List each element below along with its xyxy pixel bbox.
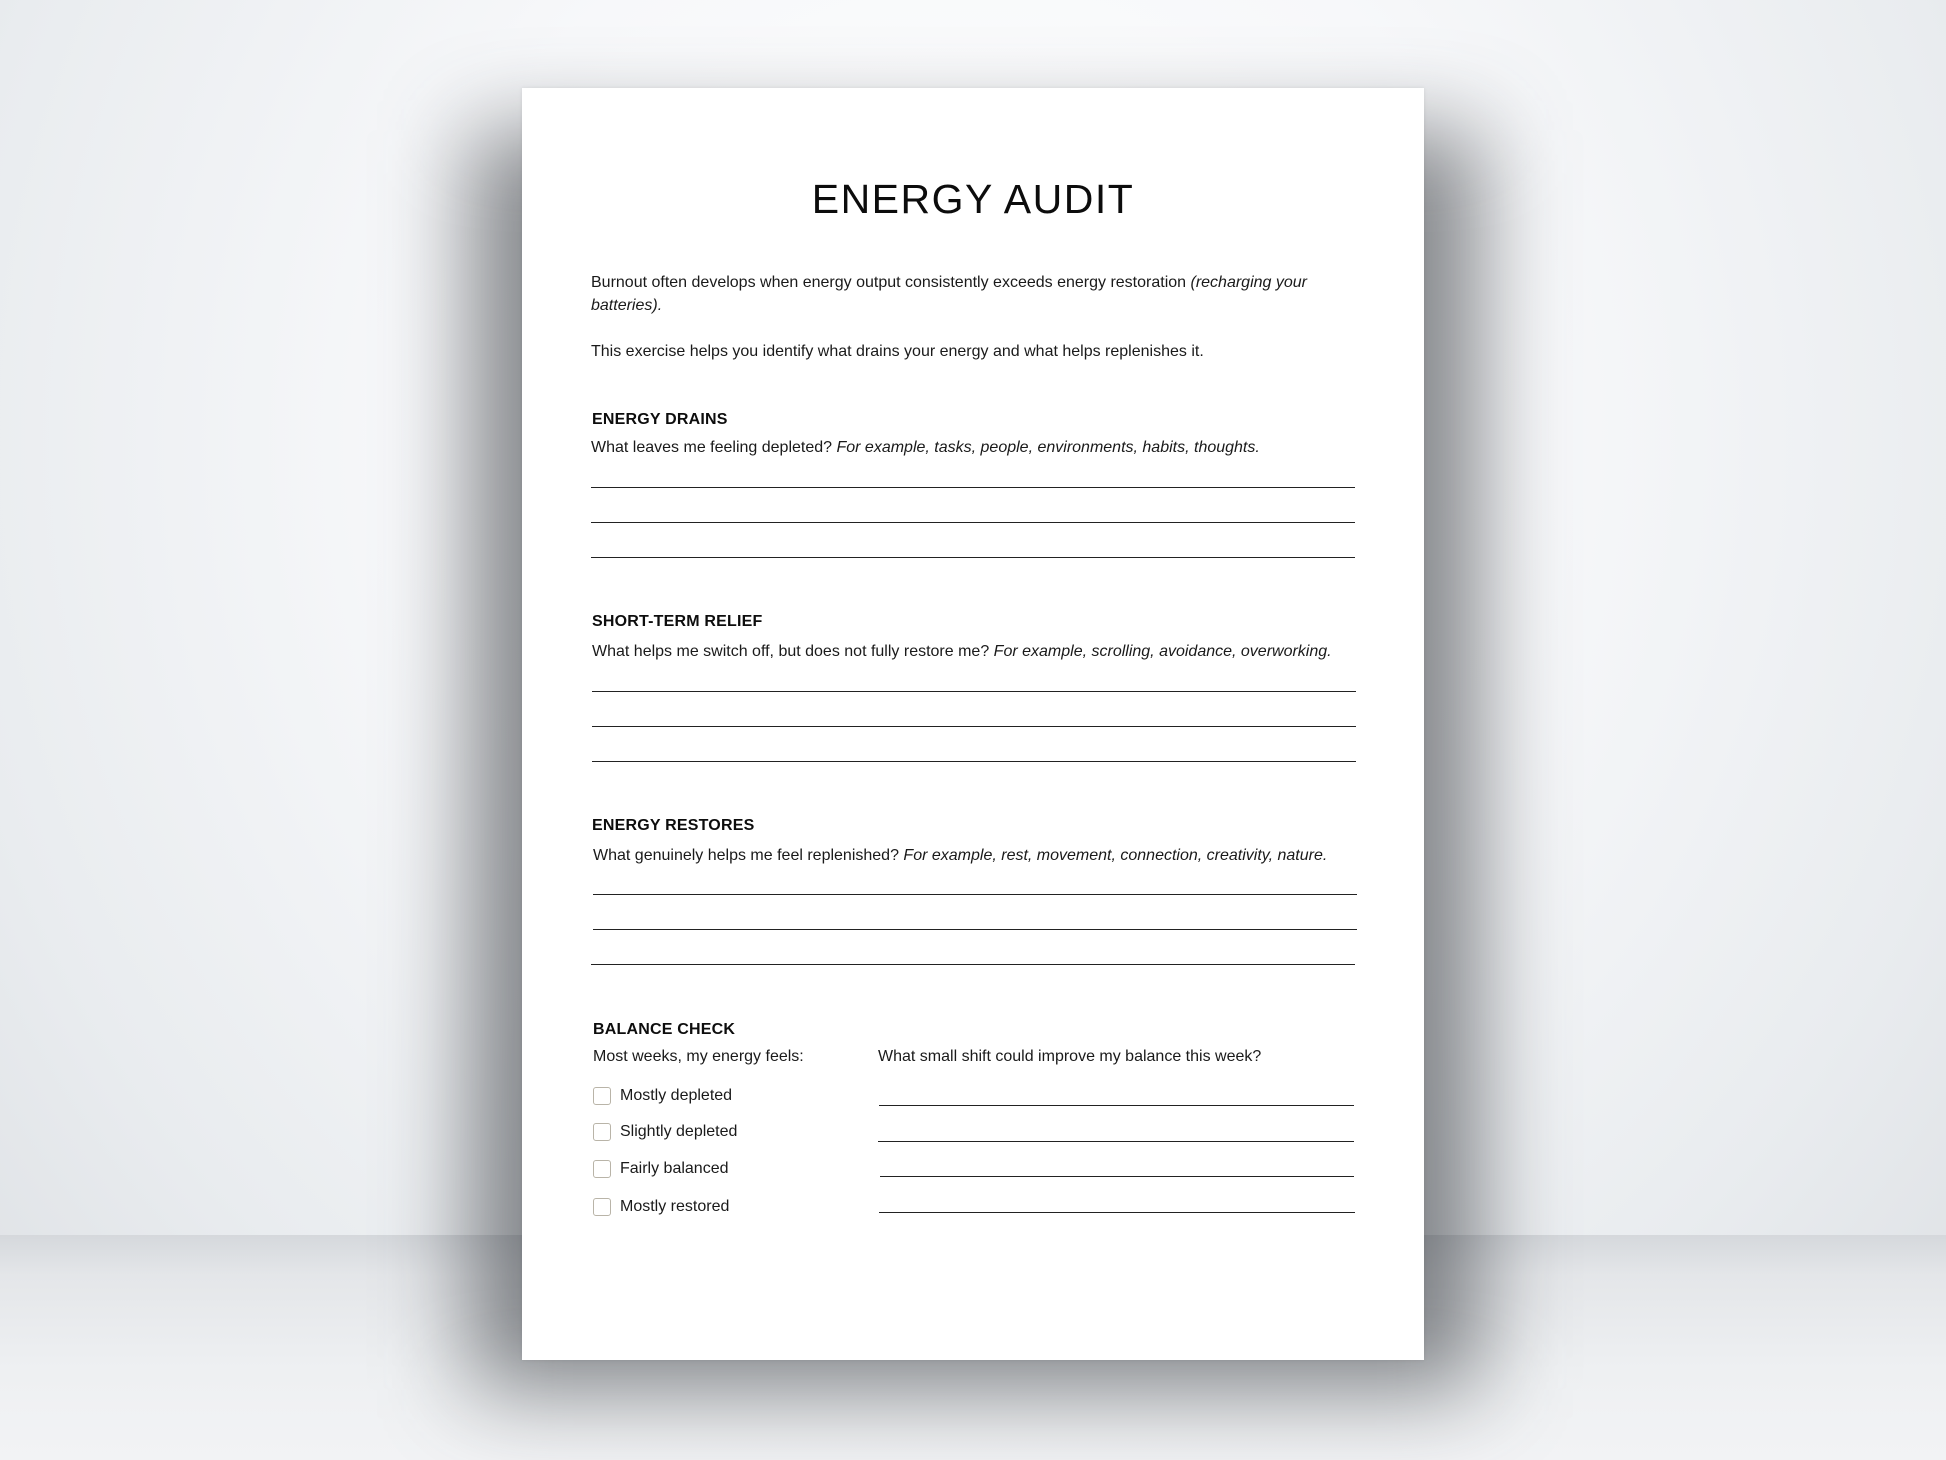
checkbox[interactable]	[593, 1160, 611, 1178]
section-heading-energy-drains: ENERGY DRAINS	[592, 411, 728, 428]
prompt-text: What leaves me feeling depleted?	[591, 439, 837, 456]
intro-text: Burnout often develops when energy output consistently exceeds energy restoration	[591, 274, 1191, 291]
answer-line[interactable]	[592, 691, 1356, 692]
worksheet-page	[522, 88, 1424, 1360]
answer-line[interactable]	[593, 929, 1357, 930]
option-label: Slightly depleted	[620, 1123, 738, 1140]
prompt-text: What genuinely helps me feel replenished?	[593, 847, 904, 864]
answer-line[interactable]	[879, 1212, 1355, 1213]
option-slightly-depleted[interactable]	[593, 1121, 737, 1143]
prompt-example: For example, tasks, people, environments, habits, thoughts.	[836, 439, 1260, 456]
intro-paragraph	[591, 271, 1351, 317]
section-heading-balance-check: BALANCE CHECK	[593, 1021, 736, 1038]
checkbox[interactable]	[593, 1087, 611, 1105]
answer-line[interactable]	[591, 522, 1355, 523]
section-prompt-short-term-relief	[592, 643, 1332, 661]
option-label: Mostly depleted	[620, 1087, 733, 1104]
section-prompt-energy-drains	[591, 439, 1260, 457]
answer-line[interactable]	[592, 761, 1356, 762]
page-title: ENERGY AUDIT	[811, 176, 1135, 222]
answer-line[interactable]	[592, 726, 1356, 727]
section-heading-energy-restores: ENERGY RESTORES	[592, 817, 755, 834]
answer-line[interactable]	[591, 557, 1355, 558]
answer-line[interactable]	[880, 1176, 1354, 1177]
option-mostly-depleted[interactable]	[593, 1085, 732, 1107]
checkbox[interactable]	[593, 1123, 611, 1141]
prompt-text: What helps me switch off, but does not fully restore me?	[592, 643, 994, 660]
section-prompt-energy-restores	[593, 847, 1327, 865]
checkbox[interactable]	[593, 1198, 611, 1216]
prompt-example: For example, rest, movement, connection, creativity, nature.	[903, 847, 1328, 864]
section-heading-short-term-relief: SHORT-TERM RELIEF	[592, 613, 763, 630]
option-label: Mostly restored	[620, 1198, 730, 1215]
answer-line[interactable]	[879, 1105, 1354, 1106]
intro-paragraph-2: This exercise helps you identify what drains your energy and what helps replenishes it.	[591, 343, 1204, 360]
balance-left-prompt: Most weeks, my energy feels:	[593, 1048, 804, 1065]
answer-line[interactable]	[591, 487, 1355, 488]
option-fairly-balanced[interactable]	[593, 1158, 729, 1180]
answer-line[interactable]	[593, 894, 1357, 895]
answer-line[interactable]	[591, 964, 1355, 965]
option-mostly-restored[interactable]	[593, 1196, 729, 1218]
intro-italic-note: (recharging your batteries).	[591, 274, 1307, 314]
balance-right-prompt: What small shift could improve my balance this week?	[878, 1048, 1262, 1065]
option-label: Fairly balanced	[620, 1160, 729, 1177]
prompt-example: For example, scrolling, avoidance, overworking.	[993, 643, 1332, 660]
answer-line[interactable]	[878, 1141, 1354, 1142]
